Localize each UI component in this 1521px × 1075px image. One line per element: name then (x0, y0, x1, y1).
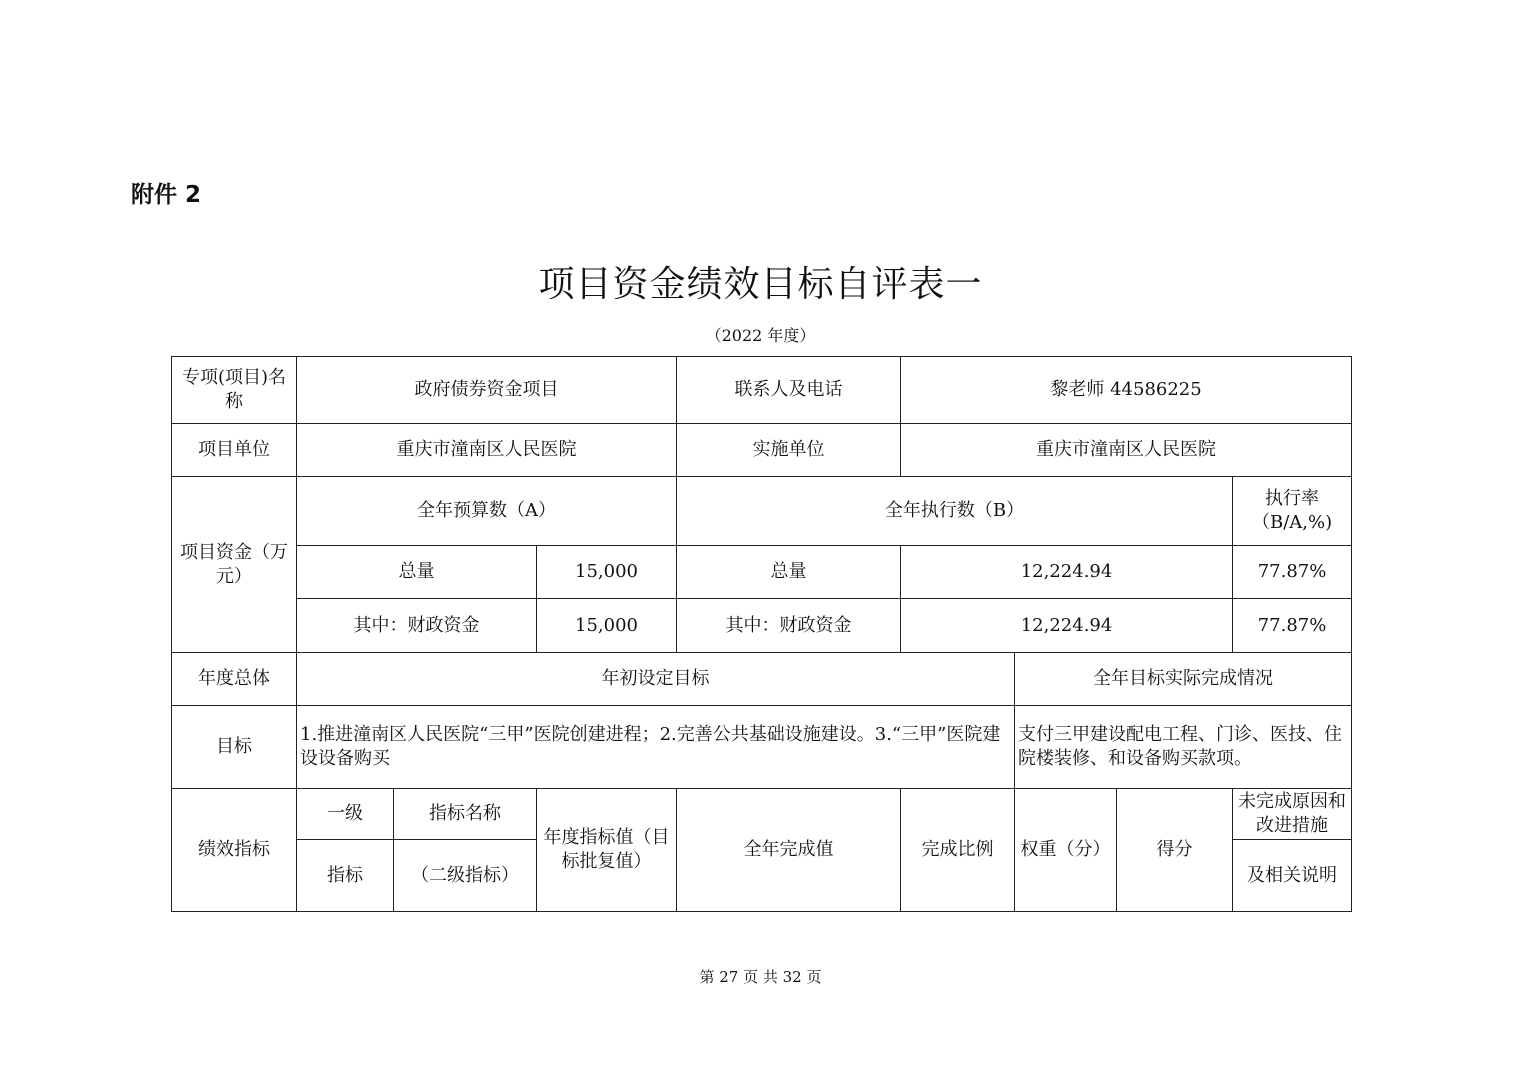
project-unit-value: 重庆市潼南区人民医院 (297, 424, 677, 477)
project-name-value: 政府债券资金项目 (297, 357, 677, 424)
budget-fiscal-value: 15,000 (537, 599, 677, 653)
indicator-name-bottom: （二级指标） (394, 840, 537, 912)
budget-total-value: 15,000 (537, 546, 677, 599)
project-name-label: 专项(项目)名称 (172, 357, 297, 424)
initial-target-text: 1.推进潼南区人民医院“三甲”医院创建进程；2.完善公共基础设施建设。3.“三甲”医院建设设备购买 (297, 706, 1015, 789)
level-one-top: 一级 (297, 789, 394, 840)
actual-completion-header: 全年目标实际完成情况 (1015, 653, 1352, 706)
budget-total-label: 总量 (297, 546, 537, 599)
exec-total-label: 总量 (677, 546, 901, 599)
completion-ratio-header: 完成比例 (901, 789, 1015, 912)
exec-header: 全年执行数（B） (677, 477, 1233, 546)
rate-fiscal-value: 77.87% (1233, 599, 1352, 653)
exec-total-value: 12,224.94 (901, 546, 1233, 599)
indicator-name-top: 指标名称 (394, 789, 537, 840)
self-evaluation-table (171, 356, 1352, 912)
exec-fiscal-label: 其中：财政资金 (677, 599, 901, 653)
budget-header: 全年预算数（A） (297, 477, 677, 546)
reason-header-top: 未完成原因和改进措施 (1233, 789, 1352, 840)
impl-unit-value: 重庆市潼南区人民医院 (901, 424, 1352, 477)
budget-fiscal-label: 其中：财政资金 (297, 599, 537, 653)
row-unit (172, 424, 1352, 477)
impl-unit-label: 实施单位 (677, 424, 901, 477)
year-note: （2022 年度） (705, 326, 816, 345)
annual-label-bottom: 目标 (172, 706, 297, 789)
row-funds-fiscal (172, 599, 1352, 653)
weight-header: 权重（分） (1015, 789, 1117, 912)
rate-total-value: 77.87% (1233, 546, 1352, 599)
score-header: 得分 (1117, 789, 1233, 912)
annual-label-top: 年度总体 (172, 653, 297, 706)
row-annual-header (172, 653, 1352, 706)
row-annual-text (172, 706, 1352, 789)
actual-completion-text: 支付三甲建设配电工程、门诊、医技、住院楼装修、和设备购买款项。 (1015, 706, 1352, 789)
row-funds-total (172, 546, 1352, 599)
annual-target-value-header: 年度指标值（目标批复值） (537, 789, 677, 912)
reason-header-bottom: 及相关说明 (1233, 840, 1352, 912)
page-footer: 第 27 页 共 32 页 (699, 968, 822, 986)
project-unit-label: 项目单位 (172, 424, 297, 477)
funds-label: 项目资金（万元） (172, 477, 297, 653)
rate-header: 执行率（B/A,%) (1233, 477, 1352, 546)
form-title: 项目资金绩效目标自评表一 (538, 264, 983, 305)
row-indicator-header-1 (172, 789, 1352, 840)
indicators-label: 绩效指标 (172, 789, 297, 912)
level-one-bottom: 指标 (297, 840, 394, 912)
attachment-label: 附件 2 (131, 182, 202, 208)
contact-value: 黎老师 44586225 (901, 357, 1352, 424)
exec-fiscal-value: 12,224.94 (901, 599, 1233, 653)
row-funds-header (172, 477, 1352, 546)
contact-label: 联系人及电话 (677, 357, 901, 424)
initial-target-header: 年初设定目标 (297, 653, 1015, 706)
annual-actual-value-header: 全年完成值 (677, 789, 901, 912)
row-project (172, 357, 1352, 424)
